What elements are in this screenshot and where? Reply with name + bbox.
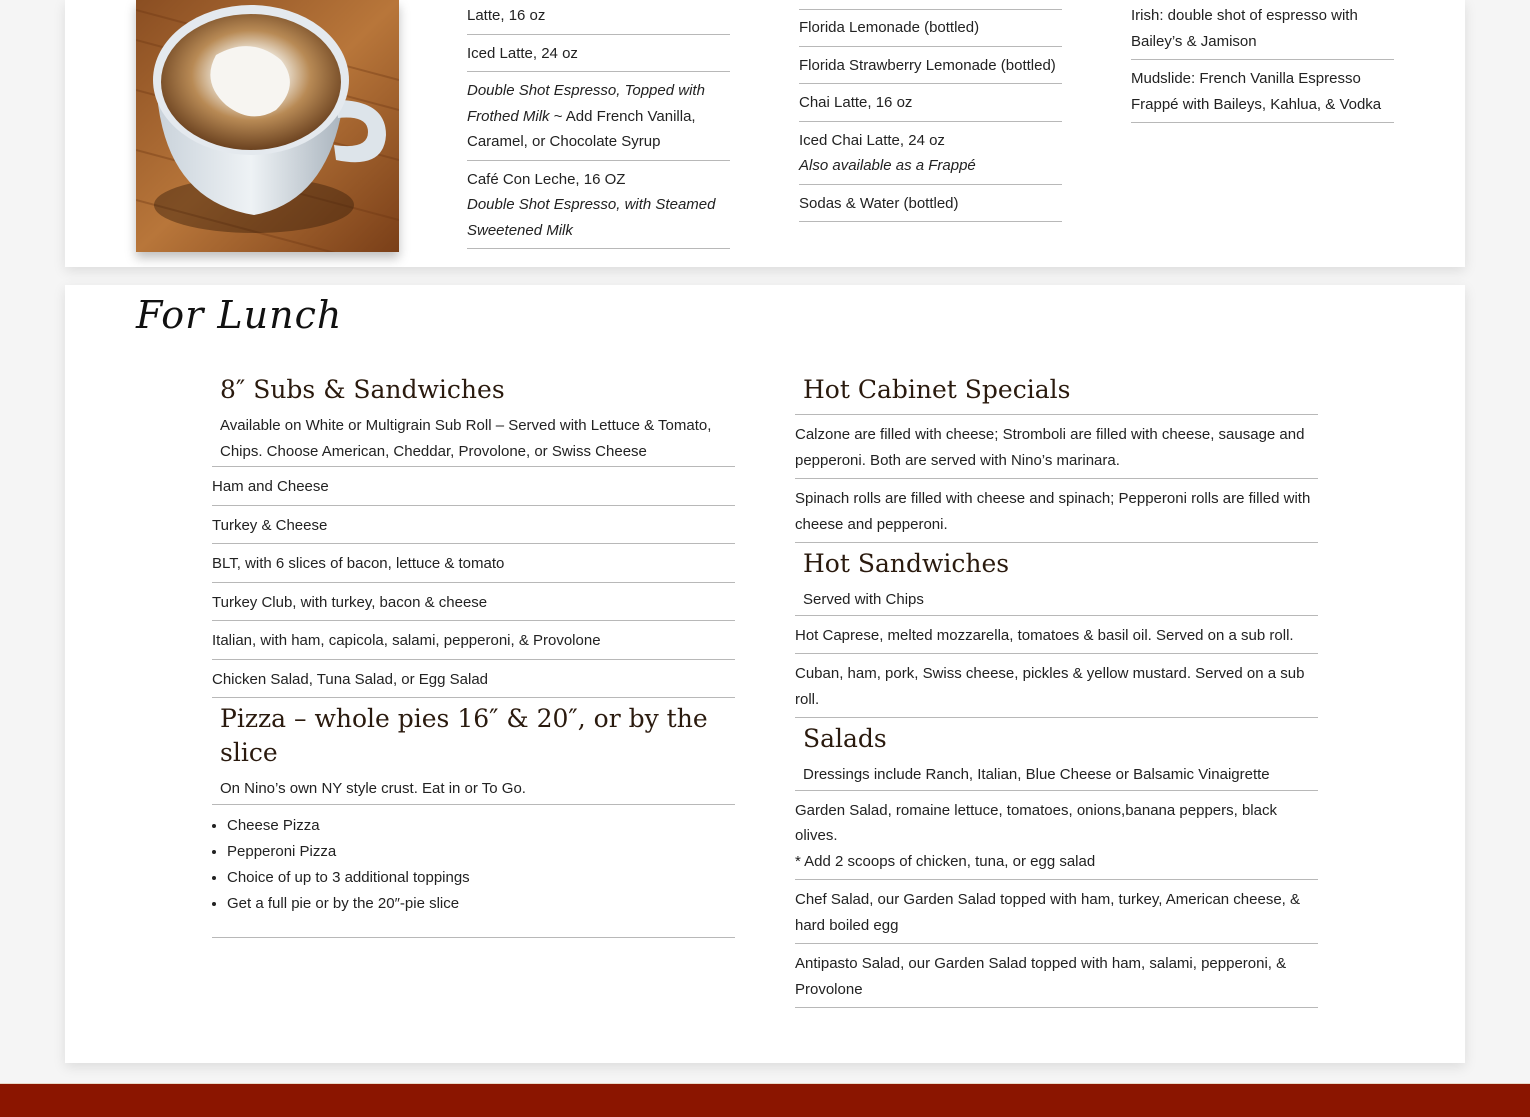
hot-sandwiches-heading: Hot Sandwiches [803, 549, 1010, 578]
drink-item [1131, 60, 1394, 123]
drink-label: Chai Latte, 16 oz [799, 94, 913, 111]
list-item: • Get a full pie or by the 20″-pie slice [227, 891, 735, 917]
list-item: • Cheese Pizza [227, 813, 735, 839]
subs-subtitle: Available on White or Multigrain Sub Roll – Served with Lettuce & Tomato, Chips. Choose American, Cheddar, Provolone, or Swiss Cheese [212, 407, 735, 467]
menu-item: Turkey Club, with turkey, bacon & cheese [212, 583, 735, 622]
drink-item [799, 47, 1062, 85]
latte-photo [136, 0, 399, 252]
drink-label: Sodas & Water (bottled) [799, 194, 959, 212]
menu-item: Chef Salad, our Garden Salad topped with ham, turkey, American cheese, & hard boiled egg [795, 880, 1318, 944]
drink-description: Double Shot Espresso, Topped with Frothed Milk [467, 82, 705, 125]
lunch-card [65, 285, 1465, 1063]
menu-item: Antipasto Salad, our Garden Salad topped with ham, salami, pepperoni, & Provolone [795, 944, 1318, 1008]
drink-label: Café Con Leche, 16 OZ [467, 170, 626, 188]
salads-subtitle: Dressings include Ranch, Italian, Blue Cheese or Balsamic Vinaigrette [795, 756, 1318, 791]
hot-sandwiches-subtitle: Served with Chips [795, 581, 1318, 616]
drink-label: Latte, 16 oz [467, 7, 546, 24]
pizza-section [212, 698, 735, 938]
menu-item: Italian, with ham, capicola, salami, pepperoni, & Provolone [212, 621, 735, 660]
salads-heading: Salads [803, 724, 887, 753]
drink-item [799, 10, 1062, 47]
salad-label: Garden Salad, romaine lettuce, tomatoes, onions,banana peppers, black olives. [795, 801, 1277, 844]
lunch-title: For Lunch [136, 293, 343, 337]
lunch-left-column [212, 369, 735, 938]
cold-drinks-column [799, 9, 1062, 222]
drink-item [467, 72, 730, 161]
drink-description: Double Shot Espresso, with Steamed Sweetened Milk [467, 196, 716, 239]
lunch-right-column [795, 369, 1318, 1008]
menu-item [795, 791, 1318, 881]
drink-item [1131, 0, 1394, 60]
list-item: • Pepperoni Pizza [227, 839, 735, 865]
list-item: • Choice of up to 3 additional toppings [227, 865, 735, 891]
hot-sandwiches-section [795, 543, 1318, 718]
drink-label: Mudslide: French Vanilla Espresso Frappé with Baileys, Kahlua, & Vodka [1131, 70, 1382, 113]
menu-item: Spinach rolls are filled with cheese and spinach; Pepperoni rolls are filled with cheese and pepperoni. [795, 479, 1318, 543]
menu-item: Hot Caprese, melted mozzarella, tomatoes & basil oil. Served on a sub roll. [795, 616, 1318, 655]
latte-cup-image [136, 0, 399, 252]
drink-label: Iced Chai Latte, 24 oz [799, 131, 945, 149]
drink-item [467, 35, 730, 73]
hot-cabinet-heading: Hot Cabinet Specials [795, 369, 1318, 415]
menu-item: BLT, with 6 slices of bacon, lettuce & tomato [212, 544, 735, 583]
footer-band [0, 1083, 1530, 1117]
pizza-heading: Pizza – whole pies 16″ & 20″, or by the slice [220, 704, 708, 767]
drink-item [467, 0, 730, 35]
spiked-drinks-column [1131, 0, 1394, 123]
pizza-subtitle: On Nino’s own NY style crust. Eat in or To Go. [212, 770, 735, 805]
drink-label: Iced Latte, 24 oz [467, 44, 578, 62]
drink-description: Also available as a Frappé [799, 157, 976, 174]
drink-item [467, 161, 730, 250]
coffee-drinks-column [467, 0, 730, 249]
subs-heading: 8″ Subs & Sandwiches [220, 375, 505, 404]
drink-label: Irish: double shot of espresso with Bailey’s & Jamison [1131, 7, 1358, 50]
drink-item [799, 185, 1062, 223]
pizza-list [212, 805, 735, 938]
menu-item: Cuban, ham, pork, Swiss cheese, pickles & yellow mustard. Served on a sub roll. [795, 654, 1318, 718]
salad-addon: * Add 2 scoops of chicken, tuna, or egg salad [795, 852, 1096, 870]
menu-item: Calzone are filled with cheese; Stromboli are filled with cheese, sausage and pepperoni. Both are served with Nino’s marinara. [795, 415, 1318, 479]
subs-section [212, 369, 735, 698]
drink-addon: ~ Add French Vanilla, Caramel, or Chocolate Syrup [467, 107, 696, 150]
salads-section [795, 718, 1318, 1008]
drink-item [799, 84, 1062, 122]
menu-item: Turkey & Cheese [212, 506, 735, 545]
drinks-card [65, 0, 1465, 267]
menu-item: Chicken Salad, Tuna Salad, or Egg Salad [212, 660, 735, 699]
menu-item: Ham and Cheese [212, 467, 735, 506]
drink-label: Florida Lemonade (bottled) [799, 19, 980, 36]
drink-label: Florida Strawberry Lemonade (bottled) [799, 56, 1056, 74]
hot-cabinet-section [795, 369, 1318, 543]
drink-item [799, 122, 1062, 185]
